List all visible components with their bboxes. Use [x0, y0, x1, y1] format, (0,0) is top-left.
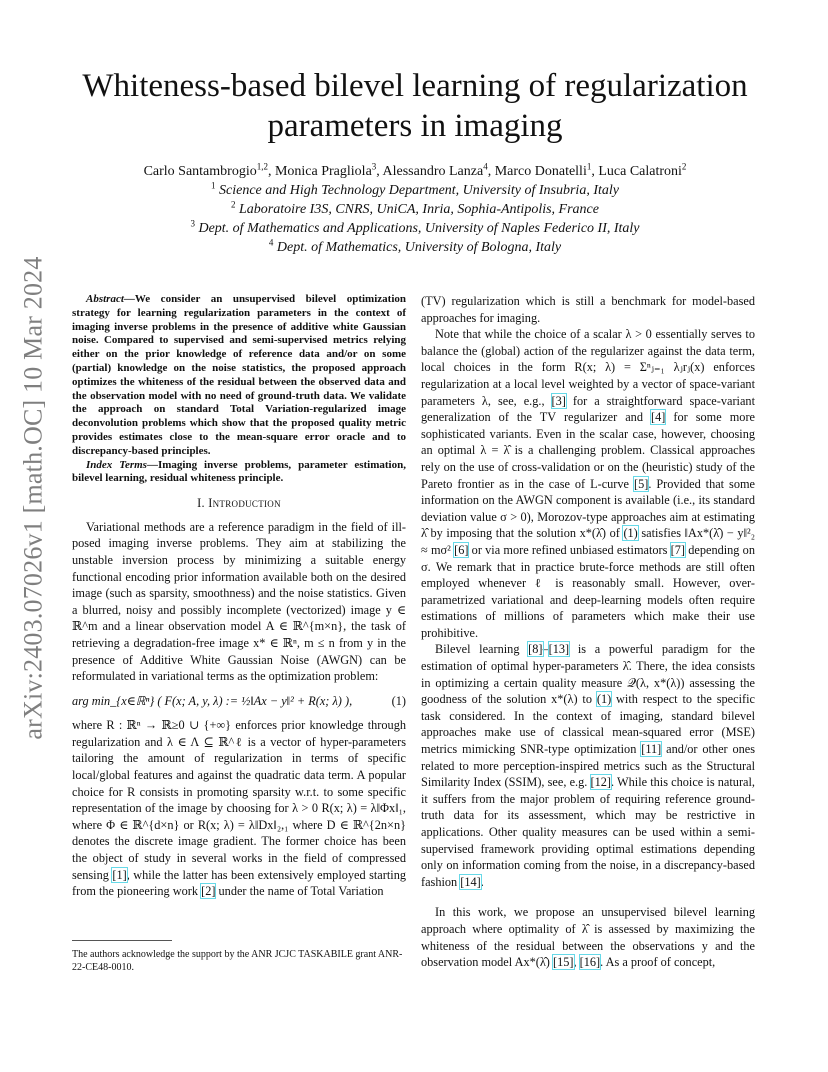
paragraph-text: with respect to the specific task considered. In the context of imaging, standard bilevel approaches make use of classical mean-squared error (MSE) metrics mimicking SNR-type optimization: [421, 692, 755, 757]
author-affiliation-marker: 1: [586, 161, 592, 172]
citation-link[interactable]: [2]: [201, 884, 216, 899]
paragraph-text: and/or other ones related to more perception-inspired metrics such as the Structural Similarity Index (SSIM), see, e.g.: [421, 742, 756, 790]
author-affiliation-marker: 3: [371, 161, 377, 172]
affiliation-text: Science and High Technology Department, University of Insubria, Italy: [219, 183, 619, 198]
paragraph-text: In this work, we propose an unsupervised bilevel learning approach where optimality of λ̂ is assessed by maximizing the whiteness of the residual between the observations y and the observation model Ax*(λ̂): [421, 905, 755, 970]
abstract-text: We consider an unsupervised bilevel optimization strategy for learning regularization parameters in the context of imaging inverse problems in the presence of additive white Gaussian noise. Compared to supervised and semi-supervised metrics relying either on the prior knowledge of reference data and/or on some (partial) knowledge on the noise statistics, the proposed approach optimizes the whiteness of the residual between the observed data and the observation model with no need of ground-truth data. We validate the approach on standard Total Variation-regularized image deconvolution problems which show that the proposed quality metric provides estimates close to the mean-square error oracle and to discrepancy-based principles.: [72, 293, 406, 457]
affiliation-text: Laboratoire I3S, CNRS, UniCA, Inria, Sophia-Antipolis, France: [239, 202, 599, 217]
citation-link[interactable]: [8]: [528, 642, 543, 657]
citation-link[interactable]: [15]: [553, 955, 574, 970]
paragraph-text: Note that while the choice of a scalar λ > 0 essentially serves to balance the (global) action of the regularizer against the data term, local choices in the form R(x; λ) = Σⁿⱼ₌₁ λⱼrⱼ(x) enforces regularization at a local level weighted by a vector of space-variant parameters λ, see, e.g.,: [421, 327, 755, 408]
range-dash: –: [542, 642, 549, 657]
citation-link[interactable]: [12]: [590, 775, 612, 790]
equation-body: arg min_{x∈ℝⁿ} ( F(x; A, y, λ) := ½‖Ax − y‖² + R(x; λ) ),: [72, 693, 353, 708]
section-heading: [72, 495, 406, 512]
index-terms-text: Imaging inverse problems, parameter estimation, bilevel learning, residual whiteness principle.: [72, 458, 406, 485]
index-terms-label: Index Terms—: [86, 458, 158, 471]
author-name: Carlo Santambrogio: [143, 164, 257, 179]
paragraph-text: . While this choice is natural, it suffers from the major problem of requiring reference ground-truth data for its assessment, which may be restrictive in applications. Other quality measures can be used within a semi-supervised framework providing optimal estimations depending only on information coming from the noise, in a discrepancy-based fashion: [421, 775, 756, 889]
citation-link[interactable]: [14]: [460, 874, 481, 889]
paragraph-text: is a powerful paradigm for the estimation of optimal hyper-parameters λ̂. There, the idea consists in optimizing a certain quality measure 𝒬(λ, x*(λ)) assessing the goodness of the solution x*(λ) to: [421, 642, 755, 707]
author-affiliation-marker: 2: [681, 161, 687, 172]
author-name: Alessandro Lanza: [382, 164, 484, 179]
equation-1: [72, 693, 406, 710]
citation-link[interactable]: [6]: [454, 542, 469, 557]
left-column: [72, 293, 406, 900]
index-terms: [72, 459, 406, 487]
author-list: Carlo Santambrogio$^{1,2}$, Monica Pragliola$^3$, Alessandro Lanza$^4$, Marco Donatelli$^1$, Luca Calatroni$^2$: [143, 161, 687, 179]
affiliation-number: 2: [231, 199, 236, 210]
right-paragraph-2: Bilevel learning [8]–[13] is a powerful paradigm for the estimation of optimal hyper-parameters λ̂. There, the idea consists in optimizing a certain quality measure 𝒬(λ, x*(λ)) assessing the goodness of the solution x*(λ) to (1) with respect to the specific task considered. In the context of imaging, standard bilevel approaches make use of classical mean-squared error (MSE) metrics mimicking SNR-type optimization [11] and/or other ones related to more perception-inspired metrics such as the Structural Similarity Index (SSIM), see, e.g. [12]. While this choice is natural, it suffers from the major problem of requiring reference ground-truth data for its assessment, which may be restrictive in applications. Other quality measures can be used within a semi-supervised framework providing optimal estimations depending only on information coming from the noise, in a discrepancy-based fashion [14].: [421, 642, 756, 889]
affiliation: [60, 219, 770, 238]
affiliation-number: 3: [190, 218, 195, 229]
paragraph-text: under the name of Total Variation: [218, 884, 384, 899]
paragraph-text: Bilevel learning: [435, 642, 520, 657]
footnote-rule: [72, 940, 172, 941]
affiliation-number: 4: [268, 237, 274, 248]
equation-link[interactable]: (1): [623, 526, 638, 541]
right-column: [421, 293, 755, 971]
section-title: Introduction: [208, 496, 281, 511]
paragraph-text: depending on σ. We remark that in practice brute-force methods are still often employed whenever ℓ is reasonably small. However, over-parametrized variational and deep-learning models often require estimations of millions of parameters which make their use prohibitive.: [421, 542, 755, 640]
author-affiliation-marker: 4: [483, 161, 488, 172]
paragraph-text: . Provided that some information on the AWGN component is available (i.e., its standard deviation value σ > 0), Morozov-type approaches aim at estimating λ̂ by imposing that the solution x*(λ̂) of: [421, 476, 755, 541]
affiliation: [60, 181, 770, 200]
intro-paragraph-1: Variational methods are a reference paradigm in the field of ill-posed imaging inverse problems. They aim at stabilizing the unstable inversion process by minimizing a suitable energy functional encoding prior information available both on the desired image (such as sparsity, smoothness) and the noise statistics. Given a blurred, noisy and possibly incomplete (vectorized) image y ∈ ℝ^m and a linear observation model A ∈ ℝ^{m×n}, the task of retrieving a degradation-free image x* ∈ ℝⁿ, m ≤ n from y in the presence of Additive White Gaussian Noise (AWGN) can be reformulated in variational terms as the optimization problem:: [72, 519, 406, 684]
citation-link[interactable]: [13]: [548, 642, 570, 657]
affiliation-number: 1: [211, 180, 216, 191]
affiliation-text: Dept. of Mathematics, University of Bologna, Italy: [276, 240, 562, 255]
affiliation: [60, 238, 770, 257]
citation-link[interactable]: [3]: [551, 393, 566, 408]
paragraph-text: As a proof of concept,: [605, 955, 716, 970]
abstract: [72, 293, 406, 459]
paragraph-text: or via more refined unbiased estimators: [471, 542, 668, 557]
author-name: Marco Donatelli: [494, 164, 587, 179]
paragraph-text: , while the latter has been extensively employed starting from the pioneering work: [72, 867, 406, 899]
equation-number: (1): [391, 693, 406, 708]
section-number: I.: [197, 496, 205, 511]
author-name: Luca Calatroni: [598, 164, 682, 179]
author-affiliation-marker: 1,2: [256, 161, 268, 172]
footnote: The authors acknowledge the support by the ANR JCJC TASKABILE grant ANR-22-CE48-0010.: [72, 949, 403, 973]
citation-link[interactable]: [16]: [579, 955, 601, 970]
citation-link[interactable]: [5]: [633, 476, 649, 491]
paragraph-text: where R : ℝⁿ → ℝ≥0 ∪ {+∞} enforces prior knowledge through regularization and λ ∈ Λ ⊆ ℝ^ℓ is a vector of hyper-parameters tailoring the amount of regularization in terms of specific local/global features and against the quadratic data term. A popular choice for R consists in promoting sparsity w.r.t. to some specific representation of the image by choosing for λ > 0 R(x; λ) = λ‖Φx‖₁, where Φ ∈ ℝ^{d×n} or R(x; λ) = λ‖Dx‖₂,₁ where D ∈ ℝ^{2n×n} denotes the discrete image gradient. The former choice has been the object of study in several works in the field of compressed sensing: [72, 718, 406, 882]
paragraph-text: for a straightforward space-variant generalization of the TV regularizer and: [421, 393, 755, 425]
right-paragraph-1: [421, 326, 755, 641]
affiliation: [60, 200, 770, 219]
citation-link[interactable]: [4]: [651, 410, 666, 425]
paper-title: Whiteness-based bilevel learning of regularization parameters in imaging: [82, 68, 748, 144]
paragraph-gap: [421, 890, 755, 904]
citation-link[interactable]: [1]: [112, 867, 127, 882]
paragraph-text: satisfies ‖Ax*(λ̂) − y‖²₂ ≈ mσ²: [421, 526, 755, 557]
citation-link[interactable]: [11]: [641, 742, 662, 757]
intro-paragraph-2: [72, 717, 406, 900]
equation-link[interactable]: (1): [596, 692, 612, 707]
affiliation-text: Dept. of Mathematics and Applications, University of Naples Federico II, Italy: [198, 221, 640, 236]
author-block: [60, 162, 770, 257]
abstract-label: Abstract—: [86, 293, 135, 305]
right-paragraph-0: (TV) regularization which is still a benchmark for model-based approaches for imaging.: [421, 294, 755, 325]
paragraph-text: for some more sophisticated variants. Even in the scalar case, however, choosing an optimal λ = λ̂ is a challenging problem. Classical approaches rely on the use of cross-validation or on the (heuristic) study of the Pareto frontier as in the case of L-curve: [421, 410, 755, 491]
citation-link[interactable]: [7]: [670, 542, 685, 557]
arxiv-identifier-text: arXiv:2403.07026v1 [math.OC] 10 Mar 2024: [19, 256, 49, 740]
author-name: Monica Pragliola: [274, 164, 372, 179]
right-paragraph-3: In this work, we propose an unsupervised bilevel learning approach where optimality of λ̂ is assessed by maximizing the whiteness of the residual between the observations y and the observation model Ax*(λ̂) [15], [16]. As a proof of concept,: [421, 905, 755, 970]
arxiv-identifier-stamp: [14, 256, 54, 740]
